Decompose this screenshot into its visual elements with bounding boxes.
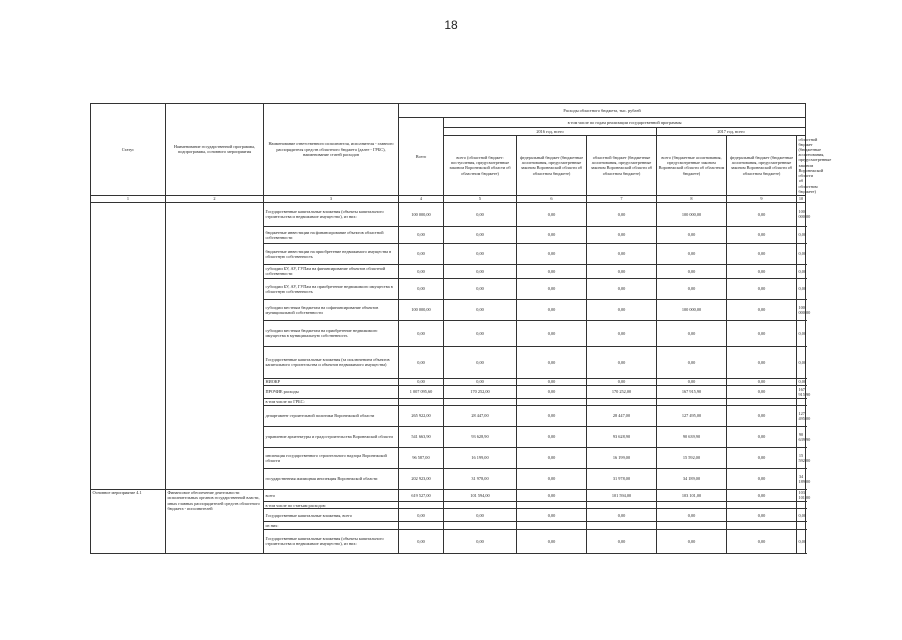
budget-table: [90, 103, 832, 554]
row-value: 0,00: [797, 226, 806, 243]
row-value: 0,00: [444, 346, 517, 378]
row-value: 619 527,00: [399, 489, 444, 501]
row-name: субсидии местным бюджетам на приобретение недвижимого имущества в муниципальную собственность: [264, 320, 399, 346]
row-value: 1 007 095,60: [399, 386, 444, 398]
row-value: 0,00: [587, 202, 657, 226]
row-value: 0,00: [727, 509, 797, 522]
row-value: 0,00: [399, 509, 444, 522]
row-value: [727, 398, 797, 405]
row-value: 0,00: [727, 278, 797, 299]
row-value: 28 447,00: [587, 405, 657, 426]
row-value: [587, 522, 657, 529]
row-value: 103 101,00: [798, 490, 811, 501]
event-status: Основное мероприятие 4.1: [91, 489, 166, 553]
row-value: 0,00: [727, 468, 797, 489]
row-value: 0,00: [657, 320, 727, 346]
row-value: 0,00: [797, 278, 806, 299]
row-value: 0,00: [517, 426, 587, 447]
row-value: [587, 502, 657, 509]
row-value: 34 189,00: [657, 468, 727, 489]
row-value: 0,00: [587, 243, 657, 264]
row-value: 170 252,00: [587, 386, 657, 398]
row-value: [399, 398, 444, 405]
row-name: субсидии местным бюджетам на софинансирование объектов муниципальной собственности: [264, 299, 399, 320]
row-value: 31 978,00: [444, 468, 517, 489]
row-value: 0,00: [444, 509, 517, 522]
header-by-years: в том числе по годам реализации государственной программы: [444, 118, 806, 128]
row-value: 0,00: [657, 378, 727, 385]
row-value: 0,00: [797, 264, 806, 278]
row-value: [727, 502, 797, 509]
row-name: управление архитектуры и градостроительства Воронежской области: [264, 426, 399, 447]
row-value: 0,00: [798, 379, 807, 385]
row-name: ПРОЧИЕ расходы: [264, 386, 399, 398]
row-value: 0,00: [399, 243, 444, 264]
row-value: [657, 398, 727, 405]
column-numbers-row: [91, 195, 806, 202]
row-name: инспекция государственного строительного надзора Воронежской области: [264, 447, 399, 468]
column-number: 2: [166, 195, 264, 202]
row-value: [797, 522, 806, 529]
header-expenses-title: Расходы областного бюджета, тыс. рублей: [399, 104, 806, 118]
row-value: 0,00: [399, 278, 444, 299]
row-value: 0,00: [727, 447, 797, 468]
header-status: Статус: [91, 104, 166, 196]
row-value: [517, 522, 587, 529]
row-value: 0,00: [517, 278, 587, 299]
row-value: 0,00: [657, 243, 727, 264]
row-value: 15 592,00: [797, 447, 806, 468]
row-name: бюджетные инвестиции на приобретение недвижимого имущества в областную собственность: [264, 243, 399, 264]
row-value: 202 923,00: [399, 468, 444, 489]
row-name: НИОКР: [264, 378, 399, 385]
row-value: 101 594,00: [444, 489, 517, 501]
header-total: Всего: [399, 118, 444, 196]
row-value: 0,00: [587, 264, 657, 278]
row-value: 100 000,00: [797, 202, 806, 226]
row-value: [727, 522, 797, 529]
row-value: 0,00: [399, 346, 444, 378]
row-value: 0,00: [399, 378, 444, 385]
row-value: 0,00: [727, 299, 797, 320]
row-value: 0,00: [444, 278, 517, 299]
row-value: 0,00: [444, 202, 517, 226]
row-value: 0,00: [727, 320, 797, 346]
row-value: 28 447,00: [444, 405, 517, 426]
column-number: 9: [727, 195, 797, 202]
row-value: 0,00: [517, 299, 587, 320]
row-value: 0,00: [444, 243, 517, 264]
row-value: 0,00: [517, 264, 587, 278]
row-value: [657, 502, 727, 509]
row-value: 0,00: [797, 529, 806, 553]
column-number: 8: [657, 195, 727, 202]
row-value: 0,00: [727, 243, 797, 264]
row-name: из них:: [264, 522, 399, 529]
row-value: 0,00: [444, 320, 517, 346]
row-value: 0,00: [587, 509, 657, 522]
row-value: 170 252,00: [444, 386, 517, 398]
row-value: [517, 502, 587, 509]
row-name: в том числе по ГРБС:: [264, 398, 399, 405]
column-number: 3: [264, 195, 399, 202]
row-name: департамент строительной политики Воронежской области: [264, 405, 399, 426]
page-number: 18: [444, 18, 458, 32]
row-value: [797, 398, 806, 405]
row-value: 101 594,00: [587, 489, 657, 501]
row-value: 96 587,00: [399, 447, 444, 468]
row-value: 0,00: [727, 264, 797, 278]
row-value: 0,00: [727, 202, 797, 226]
row-name: Государственные капитальные вложения (объекты капитального строительства и недвижимое имущество), из них:: [264, 202, 399, 226]
row-name: бюджетные инвестиции на финансирование объектов областной собственности: [264, 226, 399, 243]
row-name: в том числе по статьям расходов:: [264, 502, 399, 509]
row-value: 0,00: [517, 202, 587, 226]
header-col-federal-2017: федеральный бюджет (бюджетные ассигнования, предусмотренные законом Воронежской области об областном бюджете): [727, 136, 797, 196]
row-value: 541 663,90: [399, 426, 444, 447]
row-value: 0,00: [444, 299, 517, 320]
table-row: [91, 202, 806, 226]
row-value: 0,00: [517, 447, 587, 468]
row-value: 0,00: [657, 278, 727, 299]
row-value: [399, 522, 444, 529]
header-col-regional-2017: областной бюджет (бюджетные ассигнования, предусмотренные законом Воронежской области об областном бюджете): [798, 136, 832, 194]
row-value: 0,00: [727, 405, 797, 426]
header-col-total-2017: всего (бюджетные ассигнования, предусмотренные законом Воронежской области об областном бюджете): [657, 136, 727, 196]
row-value: 0,00: [727, 226, 797, 243]
row-value: 0,00: [517, 243, 587, 264]
header-col-total-2016: всего (областной бюджет: поступления, предусмотренные законом Воронежской области об областном бюджете): [444, 136, 517, 196]
header-col-regional-2016: областной бюджет (бюджетные ассигнования, предусмотренные законом Воронежской области об областном бюджете): [587, 136, 657, 196]
row-value: 0,00: [517, 378, 587, 385]
row-value: 0,00: [587, 378, 657, 385]
row-value: [399, 502, 444, 509]
header-program-name: Наименование государственной программы, подпрограммы, основного мероприятия: [166, 104, 264, 196]
row-value: 0,00: [517, 320, 587, 346]
row-value: 0,00: [587, 529, 657, 553]
row-value: 0,00: [517, 509, 587, 522]
program-cell-empty: [166, 202, 264, 489]
row-value: 0,00: [399, 529, 444, 553]
row-name: Государственные капитальные вложения (объекты капитального строительства и недвижимое имущество), из них:: [264, 529, 399, 553]
column-number: 7: [587, 195, 657, 202]
header-executor: Наименование ответственного исполнителя, исполнителя - главного распорядителя средств областного бюджета (далее - ГРБС), наименование статей расходов: [264, 104, 399, 196]
row-value: 0,00: [727, 529, 797, 553]
row-value: 0,00: [517, 226, 587, 243]
event-program-name: Финансовое обеспечение деятельности исполнительных органов государственной власти, иных главных распорядителей средств областного бюджета - исполнителей: [166, 489, 264, 553]
row-value: 0,00: [517, 405, 587, 426]
row-value: 100 000,00: [399, 202, 444, 226]
row-value: 0,00: [657, 264, 727, 278]
row-value: 0,00: [444, 529, 517, 553]
row-value: 0,00: [517, 386, 587, 398]
row-value: 0,00: [444, 226, 517, 243]
column-number: 6: [517, 195, 587, 202]
row-name: субсидии БУ, АУ, ГУПам на финансирование объектов областной собственности: [264, 264, 399, 278]
row-value: 100 000,00: [657, 299, 727, 320]
row-value: [587, 398, 657, 405]
row-value: 0,00: [517, 489, 587, 501]
row-value: 0,00: [517, 529, 587, 553]
row-value: 0,00: [444, 378, 517, 385]
row-name: субсидии БУ, АУ, ГУПам на приобретение недвижимого имущества в областную собственность: [264, 278, 399, 299]
row-value: 167 915,90: [657, 386, 727, 398]
row-value: 103 101,00: [657, 489, 727, 501]
row-value: 0,00: [444, 264, 517, 278]
row-value: 0,00: [657, 529, 727, 553]
row-value: 0,00: [727, 378, 797, 385]
row-value: 0,00: [587, 226, 657, 243]
row-name: Государственные капитальные вложения, всего: [264, 509, 399, 522]
header-year-2016: 2016 год, всего: [444, 128, 657, 136]
row-name: всего: [264, 489, 399, 501]
column-number: 4: [399, 195, 444, 202]
row-value: 0,00: [657, 226, 727, 243]
row-value: 0,00: [727, 489, 797, 501]
row-value: 15 592,00: [657, 447, 727, 468]
row-value: [797, 502, 806, 509]
row-value: 93 628,90: [587, 426, 657, 447]
row-value: 0,00: [797, 346, 806, 378]
row-value: 0,00: [399, 226, 444, 243]
row-value: 0,00: [797, 320, 806, 346]
row-value: 100 000,00: [657, 202, 727, 226]
row-value: 100 000,00: [399, 299, 444, 320]
row-value: 0,00: [727, 346, 797, 378]
row-value: [444, 522, 517, 529]
table-row: [91, 489, 806, 501]
row-value: 0,00: [797, 509, 806, 522]
column-number: 10: [797, 195, 806, 202]
column-number: 5: [444, 195, 517, 202]
row-value: 167 915,90: [798, 386, 811, 397]
row-value: 127 495,00: [657, 405, 727, 426]
row-value: 0,00: [587, 346, 657, 378]
row-value: 265 922,00: [399, 405, 444, 426]
row-value: 90 639,90: [657, 426, 727, 447]
row-value: [657, 522, 727, 529]
row-value: 16 199,00: [587, 447, 657, 468]
row-value: 0,00: [797, 243, 806, 264]
row-value: 31 978,00: [587, 468, 657, 489]
row-value: 0,00: [399, 320, 444, 346]
row-value: 0,00: [727, 426, 797, 447]
row-value: 0,00: [657, 509, 727, 522]
row-value: [444, 502, 517, 509]
row-value: 0,00: [399, 264, 444, 278]
row-value: 0,00: [657, 346, 727, 378]
row-value: 127 495,00: [797, 405, 806, 426]
column-number: 1: [91, 195, 166, 202]
row-value: [517, 398, 587, 405]
row-value: 0,00: [727, 386, 797, 398]
row-value: 0,00: [517, 346, 587, 378]
row-value: 100 000,00: [797, 299, 806, 320]
row-value: 34 189,00: [797, 468, 806, 489]
row-name: государственная жилищная инспекция Воронежской области: [264, 468, 399, 489]
row-value: 93 628,90: [444, 426, 517, 447]
row-value: 0,00: [517, 468, 587, 489]
status-cell-empty: [91, 202, 166, 489]
row-value: 0,00: [587, 320, 657, 346]
row-value: 0,00: [587, 278, 657, 299]
header-year-2017: 2017 год, всего: [657, 128, 806, 136]
row-value: 16 199,00: [444, 447, 517, 468]
row-name: Государственные капитальные вложения (за исключением объектов капитального строительства и объектов недвижимого имущества): [264, 346, 399, 378]
row-value: 90 639,90: [797, 426, 806, 447]
row-value: [444, 398, 517, 405]
row-value: 0,00: [587, 299, 657, 320]
header-col-federal-2016: федеральный бюджет (бюджетные ассигнования, предусмотренные законом Воронежской области об областном бюджете): [517, 136, 587, 196]
